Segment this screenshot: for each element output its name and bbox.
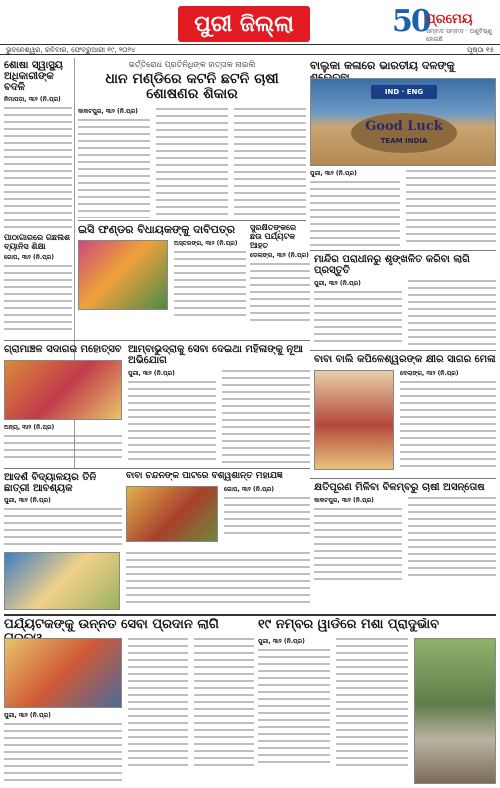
sand-art-text: Good Luck	[365, 119, 443, 134]
drain-photo	[414, 638, 496, 784]
body-columns	[128, 370, 310, 464]
body-columns	[258, 638, 408, 771]
headline: ସୁରକ୍ଷିତଙ୍କରେ ଛଉ ପର୍ଯ୍ୟଟକ ଆହତ	[250, 224, 297, 250]
headline: ଇସି ଫଣ୍ଡର ବିଧାୟକଙ୍କୁ ଦାବିପତ୍ର	[78, 224, 236, 236]
body-text	[400, 370, 496, 472]
row-rule	[78, 220, 306, 221]
anniversary-logo: 50	[392, 4, 430, 39]
kicker: ଭର୍ତ୍ତିରୋଧ ପ୍ରତିନିଧିଙ୍କ ହାତ୍ତାକ ନାଇଲି	[128, 60, 256, 69]
body-text	[4, 712, 122, 784]
tourism-meeting-photo	[4, 638, 122, 708]
body-columns	[314, 497, 496, 585]
article-rural-festival	[4, 344, 124, 464]
body-columns	[128, 638, 254, 771]
article-dateline: ପୁରୀ, ୩ା୨ (ନି.ପ୍ର)	[4, 712, 51, 719]
body-text	[4, 107, 72, 230]
headline: କ୍ଷତିପୂରଣ ମିଳିବା ବିଳମ୍ବରୁ ଚାଷୀ ଅସନ୍ତୋଷ	[314, 482, 485, 493]
sand-art-subtext: TEAM INDIA	[380, 137, 428, 145]
article-dateline: ପୁରୀ, ୩ା୨ (ନି.ପ୍ର)	[128, 370, 175, 377]
mela-photo	[314, 370, 394, 470]
headline: ଶୋଷା ସ୍ୱାସ୍ଥ୍ୟ ଅଧିକାରୀଙ୍କ ବଦଳି	[4, 60, 63, 93]
headline: ପର୍ଯ୍ୟଟକଙ୍କୁ ଉନ୍ନତ ସେବା ପ୍ରଦାନ ଲାଗି	[4, 618, 219, 632]
body-columns	[314, 280, 496, 346]
body-text	[174, 240, 246, 321]
page-number: ପୃଷ୍ଠା ୧୫	[467, 46, 494, 54]
article-dateline: ଗୋପ, ୩ା୨ (ନି.ପ୍ର)	[4, 253, 54, 261]
article-temple-prep	[314, 254, 496, 346]
headline: ବାବା ବାଲି କପିଳେଶ୍ୱରଙ୍କ କ୍ଷୀର ସାଗର ମେଳା	[314, 354, 496, 365]
article-model-school	[4, 472, 122, 548]
article-yajna	[126, 472, 310, 548]
headline: ଗ୍ରାମାଞ୍ଚଳ ସଦାଗର ମହୋତ୍ସବ	[4, 344, 122, 355]
brand-name: ପ୍ରମେୟ	[426, 12, 473, 27]
article-library	[4, 234, 72, 334]
headline: ବାବା ଚନ୍ଦନଙ୍କ ପାଟରେ ବିଶ୍ୱଶାନ୍ତି ମହାଯଜ୍ଞ	[126, 472, 283, 481]
article-ward-mosquito	[258, 618, 496, 784]
row-rule	[4, 468, 310, 469]
brand-tagline: ସମ୍ବାଦ ସମ୍ବାଦ · ଅଣୁବିଷ୍ଣୁ ହୋଇଛି	[426, 28, 492, 43]
yajna-photo	[126, 486, 218, 542]
article-dateline: ପୁରୀ, ୩ା୨ (ନି.ପ୍ର)	[4, 497, 51, 504]
festival-photo	[4, 360, 122, 420]
body-text	[4, 424, 122, 463]
article-dateline: ପୁରୀ, ୩ା୨ (ନି.ପ୍ର)	[310, 170, 357, 177]
article-mla-demand	[78, 224, 246, 324]
article-tourist-injured	[250, 224, 310, 324]
event-photo	[4, 552, 120, 610]
article-paddy-mandi	[78, 60, 306, 218]
protest-photo	[78, 240, 168, 310]
issue-date: ଭୁବନେଶ୍ୱର, ରବିବାର, ଫେବ୍ରୁଆରୀ ୧୯, ୨୦୨୪	[6, 46, 136, 54]
article-dateline: ଦେଲାଙ୍ଗ, ୩ା୨ (ନି.ପ୍ର)	[400, 370, 459, 377]
row-rule	[310, 250, 496, 251]
row-rule	[4, 340, 310, 341]
sand-art-photo	[310, 78, 496, 166]
row-rule	[310, 350, 496, 351]
article-dateline: ଗୋପ, ୩ା୨ (ନି.ପ୍ର)	[224, 486, 274, 493]
headline: ମାନ୍ଦିର ପରାଧୀନରୁ ଶୃଙ୍ଖଳିତ କରିବା ଲାଗି ପ୍ରସ୍ତୁତି	[314, 254, 470, 276]
row-rule	[4, 614, 496, 616]
article-health-officer	[4, 60, 72, 230]
headline: ଧାନ ମଣ୍ଡିରେ କଟନି ଛଟନି ଚାଷୀ ଶୋଷଣର ଶିକାର	[105, 71, 279, 103]
photo-caption-badge: IND · ENG	[371, 85, 437, 99]
article-dateline: ପୁରୀ, ୩ା୨ (ନି.ପ୍ର)	[314, 280, 361, 287]
article-compensation-delay	[314, 482, 496, 592]
page-title: ପୁରୀ ଜିଲ୍ଲା	[178, 6, 310, 42]
headline: ଆମ୍ବାଭୁଦ୍ରାକୁ ସେବା ଦେଇଥା ମହିଳାଙ୍କୁ ନୂଆ ଅଭିଯୋଗ	[128, 344, 303, 366]
article-dateline: କାକଟପୁର, ୩ା୨ (ନି.ପ୍ର)	[314, 497, 374, 504]
headline: ବାଲୁକା କଳାରେ ଭାରତୀୟ ଦଳଙ୍କୁ	[310, 60, 455, 72]
article-tourist-service	[4, 618, 254, 784]
article-dateline: ଅସ୍ତରଙ୍ଗ, ୩ା୨ (ନି.ପ୍ର)	[174, 240, 238, 247]
dateline-bar	[0, 44, 500, 55]
body-columns	[78, 108, 306, 218]
masthead	[0, 0, 500, 44]
article-sand-art	[310, 60, 496, 246]
row-rule	[310, 478, 496, 479]
article-dateline: ଡେଲାଙ୍ଗ, ୩ା୨ (ନି.ପ୍ର)	[250, 252, 309, 260]
body-text	[224, 486, 310, 539]
article-women-complaint	[128, 344, 310, 464]
body-columns	[310, 170, 496, 246]
headline: ପାଠାଗାରରେ ଗଛଲିଶ ବ୍ୟାନିସ ଶିକ୍ଷା	[4, 234, 70, 251]
article-dateline: କାକଟପୁର, ୩ା୨ (ନି.ପ୍ର)	[78, 107, 138, 115]
headline: ଆଦର୍ଶ ବିଦ୍ୟାଳୟର ତିନି ଛାତ୍ରୀ ଆବଶ୍ୟକ	[4, 472, 97, 494]
headline: ୧୯ ନମ୍ବର ୱାର୍ଡରେ ମଶା ପ୍ରାଦୁର୍ଭାବ	[258, 618, 439, 632]
article-dateline: ପୁରୀ, ୩ା୨ (ନି.ପ୍ର)	[258, 638, 305, 645]
article-continuation	[126, 552, 310, 610]
article-mela	[314, 354, 496, 476]
article-dateline: ନିମାପଡ଼ା, ୩ା୨ (ନି.ପ୍ର)	[4, 96, 61, 103]
article-dateline: ଅନ୍ୟ, ୩ା୨ (ନି.ପ୍ର)	[4, 424, 55, 431]
